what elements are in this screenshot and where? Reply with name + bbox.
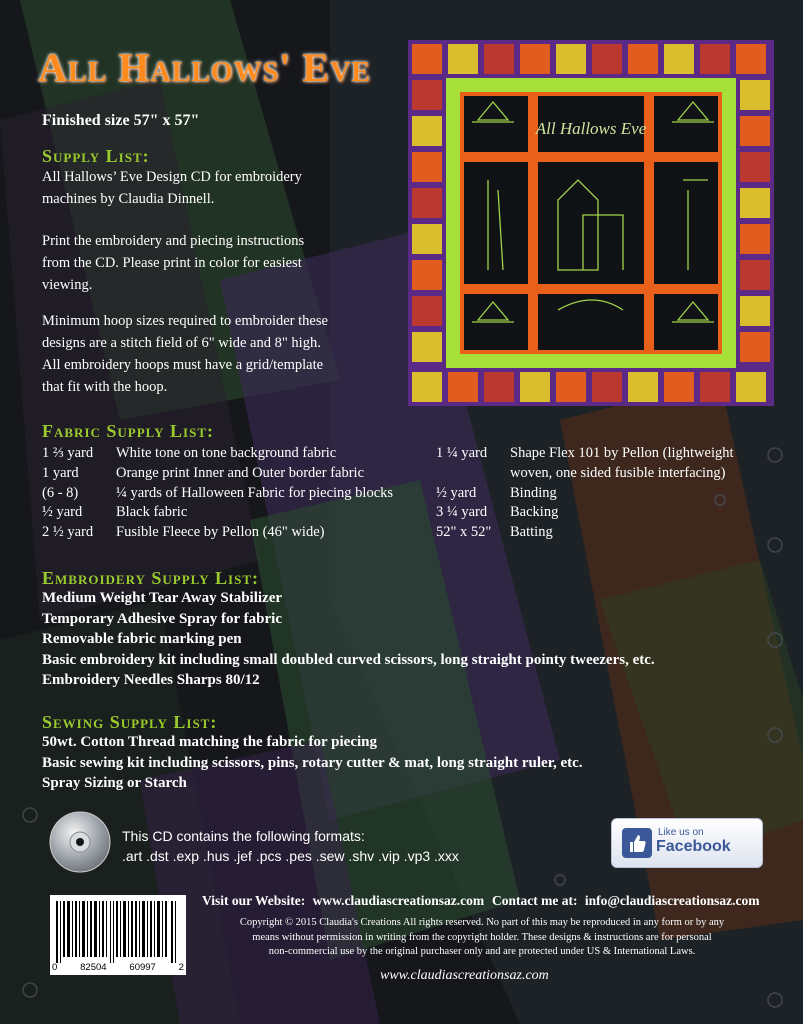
barcode-digit-group: 0: [52, 962, 58, 973]
website-line: [202, 893, 484, 909]
fabric-qty: (6 - 8): [42, 484, 79, 501]
barcode-digit-group: 60997: [129, 962, 156, 973]
fabric-qty: 1 ⅔ yard: [42, 445, 94, 461]
fabric-qty: ½ yard: [42, 504, 83, 521]
supply-p1-line: All Hallows’ Eve Design CD for embroidery: [42, 169, 302, 185]
fabric-row: [436, 484, 770, 504]
fabric-row: [42, 503, 436, 523]
quilt-photo: [408, 40, 774, 406]
facebook-like-button[interactable]: [611, 818, 763, 868]
fabric-desc: Binding: [510, 484, 557, 501]
fabric-row: [436, 503, 770, 523]
supply-p3-line: Minimum hoop sizes required to embroider these: [42, 313, 328, 329]
fabric-desc: ¼ yards of Halloween Fabric for piecing blocks: [116, 484, 394, 501]
supply-p3-line: All embroidery hoops must have a grid/template: [42, 357, 324, 373]
list-item: Basic embroidery kit including small doubled curved scissors, long straight pointy tweezers, etc.: [42, 651, 655, 668]
supply-paragraph-2: [42, 230, 372, 296]
website-link-bottom[interactable]: www.claudiascreationsaz.com: [380, 968, 549, 983]
embroidery-list-heading: Embroidery Supply List:: [42, 568, 259, 588]
embroidery-list: [42, 588, 655, 691]
fabric-list-heading: Fabric Supply List:: [42, 421, 214, 441]
contact-label: Contact me at:: [492, 893, 578, 908]
supply-p3-line: designs are a stitch field of 6" wide and 8" high.: [42, 335, 321, 351]
supply-p2-line: viewing.: [42, 277, 93, 293]
fabric-desc: woven, one sided fusible interfacing): [510, 464, 726, 481]
supply-list-heading: Supply List:: [42, 146, 150, 166]
fabric-row: [42, 444, 436, 464]
thumbs-up-icon: [622, 828, 652, 858]
fabric-desc: Shape Flex 101 by Pellon (lightweight: [510, 445, 734, 461]
list-item: Removable fabric marking pen: [42, 631, 242, 647]
fabric-qty: 3 ¼ yard: [436, 504, 488, 521]
supply-p2-line: Print the embroidery and piecing instructions: [42, 233, 305, 249]
fabric-qty: 1 ¼ yard: [436, 445, 488, 461]
cd-icon: [48, 810, 112, 874]
fabric-row: [42, 484, 436, 504]
sewing-list: [42, 732, 583, 794]
cd-formats: [122, 826, 459, 866]
fabric-desc: Black fabric: [116, 504, 188, 521]
list-item: Temporary Adhesive Spray for fabric: [42, 610, 282, 627]
list-item: Spray Sizing or Starch: [42, 775, 187, 791]
fabric-row: [42, 464, 436, 484]
supply-p3-line: that fit with the hoop.: [42, 379, 168, 395]
supply-p1-line: machines by Claudia Dinnell.: [42, 191, 215, 207]
finished-size: Finished size 57" x 57": [42, 112, 200, 129]
page-title: All Hallows' Eve: [38, 45, 371, 90]
fabric-desc: Fusible Fleece by Pellon (46" wide): [116, 524, 325, 541]
supply-p2-line: from the CD. Please print in color for easiest: [42, 255, 302, 271]
website-label: Visit our Website:: [202, 893, 306, 908]
barcode-digit-group: 2: [178, 962, 184, 973]
fabric-list-right: [436, 444, 770, 543]
list-item: 50wt. Cotton Thread matching the fabric for piecing: [42, 734, 377, 750]
website-link[interactable]: www.claudiascreationsaz.com: [312, 893, 485, 908]
fabric-list-left: [42, 444, 436, 543]
email-link[interactable]: info@claudiascreationsaz.com: [584, 893, 760, 908]
like-us-label: Like us on: [658, 827, 704, 838]
supply-paragraph-1: [42, 166, 372, 210]
barcode-digit-group: 82504: [80, 962, 107, 973]
list-item: Medium Weight Tear Away Stabilizer: [42, 590, 283, 606]
quilt-embroidered-title: All Hallows Eve: [535, 119, 647, 138]
fabric-row: [436, 444, 770, 464]
cd-formats-heading: This CD contains the following formats:: [122, 828, 365, 844]
list-item: Basic sewing kit including scissors, pins, rotary cutter & mat, long straight ruler, etc.: [42, 754, 583, 771]
fabric-desc: White tone on tone background fabric: [116, 445, 337, 461]
barcode-digits: [52, 962, 184, 973]
contact-line: [492, 893, 760, 909]
fabric-desc: Batting: [510, 524, 553, 541]
fabric-qty: ½ yard: [436, 484, 477, 501]
facebook-label: Facebook: [656, 838, 731, 855]
fabric-desc: Backing: [510, 504, 559, 521]
fabric-qty: [436, 464, 510, 484]
copyright-line: non-commercial use by the original purchaser only and are protected under US & International Laws.: [268, 946, 696, 957]
sewing-list-heading: Sewing Supply List:: [42, 712, 218, 732]
fabric-row: [436, 464, 770, 484]
fabric-qty: 52" x 52": [436, 524, 492, 541]
copyright-notice: [198, 916, 766, 960]
cd-formats-list: .art .dst .exp .hus .jef .pcs .pes .sew .shv .vip .vp3 .xxx: [122, 848, 459, 864]
copyright-line: Copyright © 2015 Claudia's Creations All rights reserved. No part of this may be reproduced in any form or by any: [239, 917, 725, 928]
fabric-row: [436, 523, 770, 543]
list-item: Embroidery Needles Sharps 80/12: [42, 672, 260, 688]
supply-paragraph-3: [42, 310, 372, 398]
copyright-line: means without permission in writing from the copyright holder. These designs & instructions are for personal: [252, 931, 712, 943]
fabric-desc: Orange print Inner and Outer border fabric: [116, 464, 365, 481]
fabric-row: [42, 523, 436, 543]
fabric-qty: 2 ½ yard: [42, 524, 94, 541]
fabric-qty: 1 yard: [42, 464, 79, 481]
